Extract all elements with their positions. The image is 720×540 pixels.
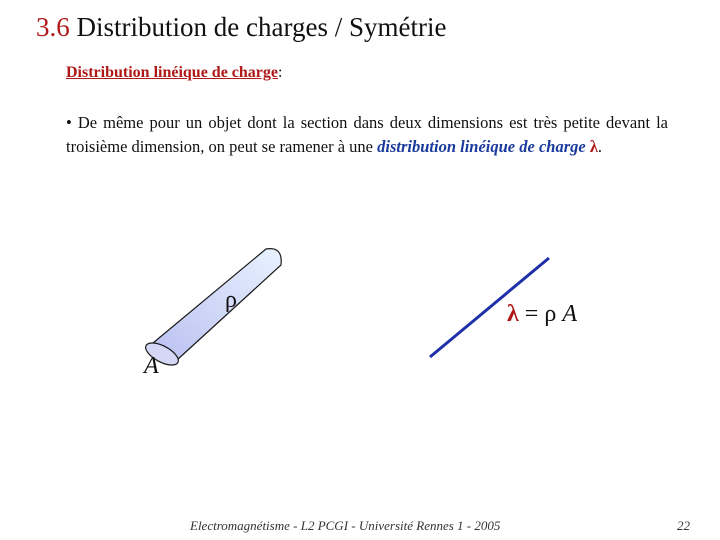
page-number: 22 <box>677 518 690 533</box>
formula-lambda: λ <box>507 301 519 327</box>
lambda-symbol: λ <box>589 137 598 156</box>
paragraph-text: • De même pour un objet dont la section dans deux dimensions est très petite devant la troisième dimension, on peut se ramener à une <box>66 113 668 156</box>
lambda-formula <box>507 301 577 328</box>
area-label: A <box>144 353 159 379</box>
rho-label: ρ <box>225 287 237 313</box>
formula-equals-rho: = ρ <box>518 301 563 327</box>
paragraph-emphasis: distribution linéique de charge <box>377 137 586 156</box>
title-text: Distribution de charges / Symétrie <box>76 12 447 42</box>
subtitle-colon: : <box>278 64 283 81</box>
section-number: 3.6 <box>36 12 70 42</box>
formula-area: A <box>562 301 577 327</box>
subtitle-label: Distribution linéique de charge <box>66 64 279 81</box>
cylinder-body <box>147 249 281 360</box>
paragraph-end: . <box>597 137 603 156</box>
footer-text: Electromagnétisme - L2 PCGI - Université Rennes 1 - 2005 <box>190 518 501 533</box>
